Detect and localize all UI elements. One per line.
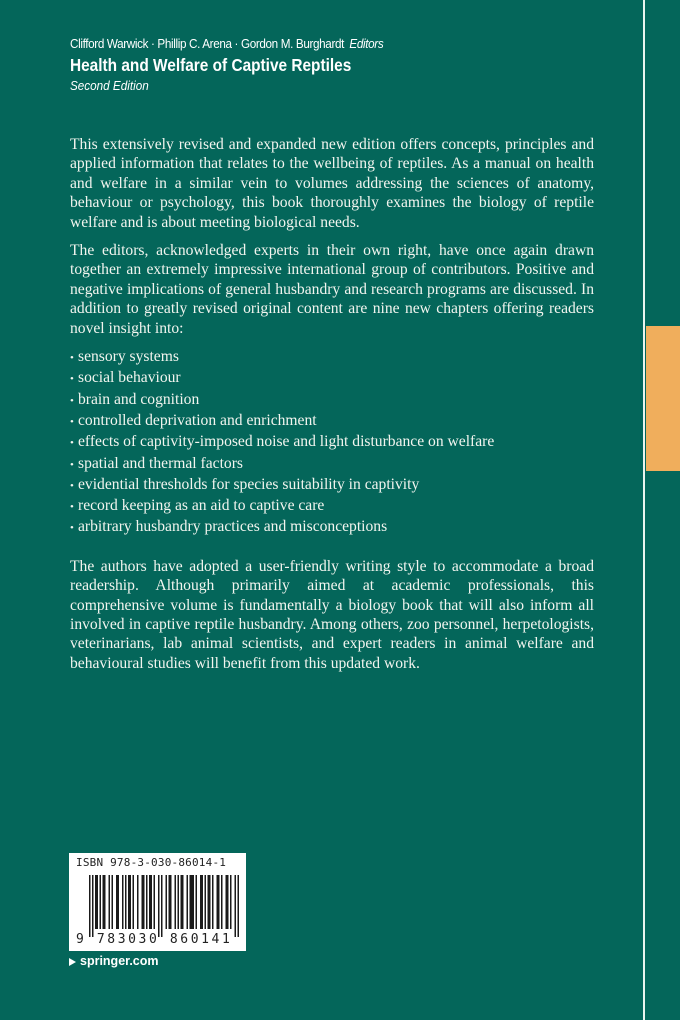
book-title: Health and Welfare of Captive Reptiles [70, 55, 352, 75]
cover-header [70, 35, 418, 94]
blurb-paragraph-2: The editors, acknowledged experts in their own right, have once again drawn together an extremely impressive international group of contributors. Positive and negative implications of general husbandry and research programs are discussed. In addition to greatly revised original content are nine new chapters offering readers novel insight into: [70, 242, 594, 337]
barcode-bars-icon [89, 875, 239, 937]
isbn-label: ISBN 978-3-030-86014-1 [76, 856, 227, 869]
isbn-barcode [69, 853, 246, 951]
back-cover-blurb [70, 135, 594, 682]
springer-link-text: springer.com [80, 954, 159, 968]
editors-names: Clifford Warwick · Phillip C. Arena · Gordon M. Burghardt [70, 36, 345, 51]
barcode-digits: 9 783030 860141 [76, 932, 233, 947]
topic-item: • social behaviour [70, 368, 594, 389]
topic-item: • evidential thresholds for species suitability in captivity [70, 475, 594, 496]
topic-item: • arbitrary husbandry practices and misconceptions [70, 517, 594, 538]
spine-divider-line [643, 0, 645, 1020]
color-accent-tab [646, 326, 680, 471]
springer-link[interactable] [69, 954, 159, 968]
editors-line [70, 35, 383, 53]
editors-role: Editors [349, 36, 384, 51]
topic-item: • spatial and thermal factors [70, 454, 594, 475]
blurb-paragraph-3: The authors have adopted a user-friendly writing style to accommodate a broad readership. Although primarily aimed at academic professionals, this comprehensive volume is fundamentally a biology book that will also inform all involved in captive reptile husbandry. Among others, zoo personnel, herpetologists, veterinarians, lab animal scientists, and expert readers in animal welfare and behavioural studies will benefit from this updated work. [70, 557, 594, 672]
triangle-right-icon [69, 958, 76, 966]
book-edition: Second Edition [70, 78, 149, 93]
topic-item: • effects of captivity-imposed noise and light disturbance on welfare [70, 432, 594, 453]
topic-item: • controlled deprivation and enrichment [70, 411, 594, 432]
blurb-paragraph-1: This extensively revised and expanded new edition offers concepts, principles and applied information that relates to the wellbeing of reptiles. As a manual on health and welfare in a similar vein to volumes addressing the sciences of anatomy, behaviour or psychology, this book thoroughly examines the biology of reptile welfare and is about meeting biological needs. [70, 136, 594, 231]
topic-item: • record keeping as an aid to captive care [70, 496, 594, 517]
topic-item: • brain and cognition [70, 390, 594, 411]
topic-item: • sensory systems [70, 347, 594, 368]
new-chapters-list [70, 347, 594, 539]
